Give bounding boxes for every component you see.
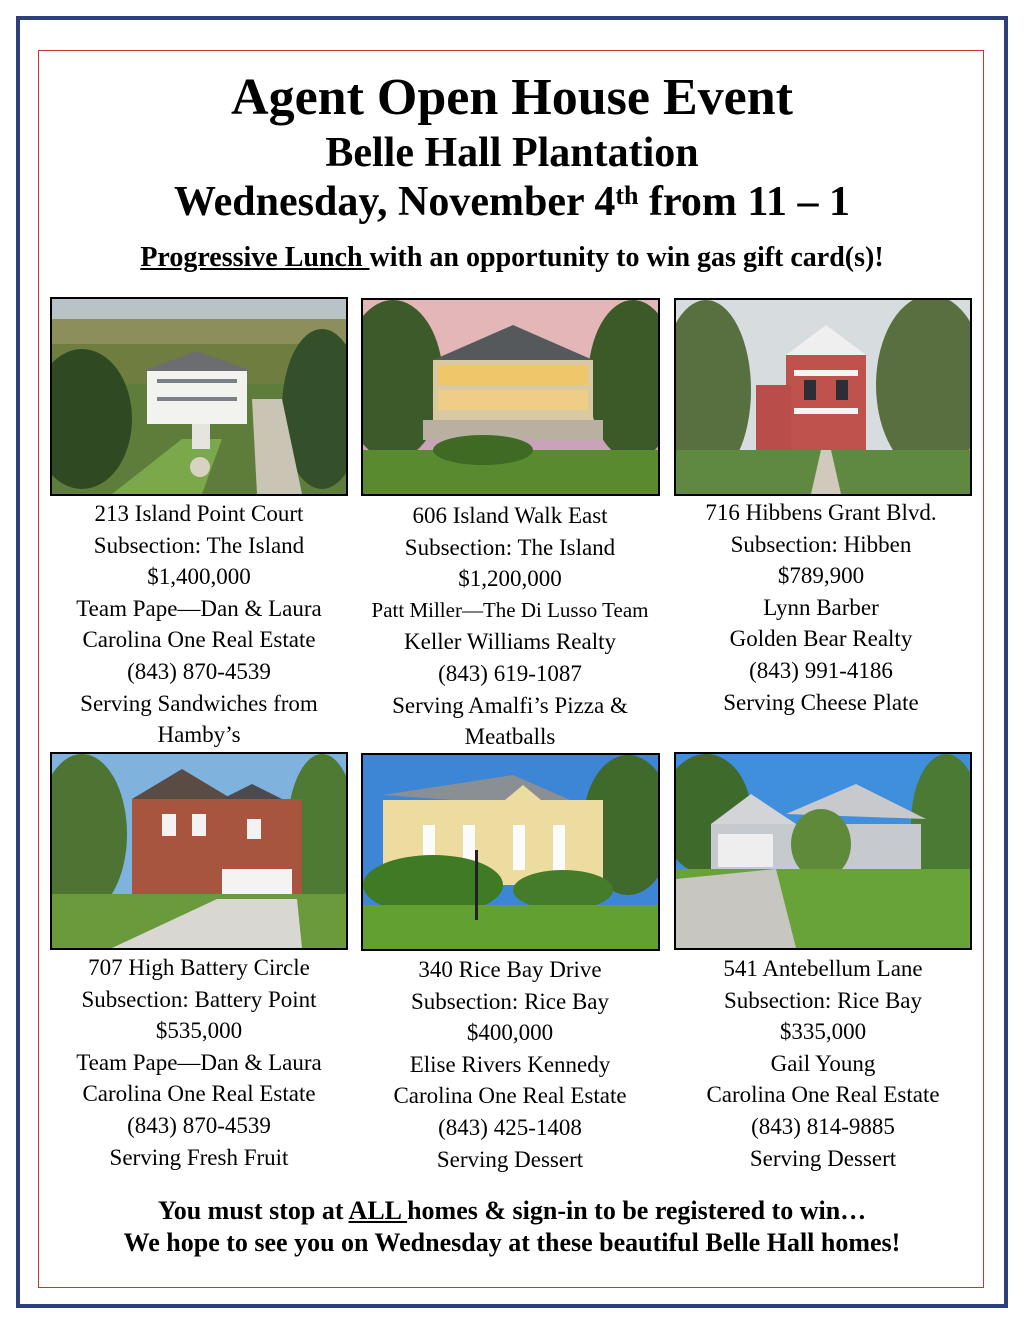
listing-phone: (843) 425-1408 — [438, 1114, 582, 1140]
listing-phone: (843) 619-1087 — [438, 660, 582, 686]
listing-address: 340 Rice Bay Drive — [418, 957, 602, 982]
listing-price: $535,000 — [155, 1018, 243, 1044]
listing-price: $400,000 — [466, 1020, 554, 1046]
listing-price: $1,200,000 — [458, 566, 562, 592]
listing-price: $789,900 — [777, 563, 865, 589]
listing-card — [350, 954, 670, 1175]
listing-address: 716 Hibbens Grant Blvd. — [705, 500, 937, 525]
listing-agent: Team Pape—Dan & Laura — [76, 595, 322, 621]
listing-card — [663, 953, 983, 1174]
listing-card — [39, 498, 359, 751]
listing-brokerage: Golden Bear Realty — [729, 626, 913, 652]
listing-address: 541 Antebellum Lane — [723, 956, 923, 981]
listing-serving: Serving Amalfi’s Pizza & — [392, 692, 628, 718]
listing-subsection: Subsection: Rice Bay — [723, 987, 923, 1013]
brick-house-photo — [50, 752, 348, 950]
listing-serving: Serving Sandwiches from — [80, 690, 318, 716]
listing-agent: Lynn Barber — [763, 594, 879, 620]
lowcountry-house-dusk-photo — [361, 298, 660, 496]
listing-address: 606 Island Walk East — [412, 503, 608, 528]
listing-agent: Team Pape—Dan & Laura — [76, 1049, 322, 1075]
listing-card — [661, 497, 981, 718]
listing-subsection: Subsection: Battery Point — [81, 986, 317, 1012]
listing-serving: Serving Fresh Fruit — [109, 1144, 289, 1170]
event-date: Wednesday, November 4th from 11 – 1 — [173, 179, 851, 225]
listing-subsection: Subsection: Hibben — [730, 531, 912, 557]
listing-serving-continued: Hamby’s — [157, 722, 241, 748]
listing-card — [350, 500, 670, 753]
lunch-line: Progressive Lunch with an opportunity to win gas gift card(s)! — [140, 242, 884, 273]
listing-brokerage: Carolina One Real Estate — [82, 1081, 316, 1107]
yellow-cottage-photo — [361, 753, 660, 951]
listing-brokerage: Carolina One Real Estate — [82, 627, 316, 653]
listing-price: $335,000 — [779, 1019, 867, 1045]
listing-serving: Serving Dessert — [749, 1145, 897, 1171]
listing-price: $1,400,000 — [147, 564, 251, 590]
listing-agent: Gail Young — [770, 1050, 876, 1076]
listing-subsection: Subsection: The Island — [404, 534, 616, 560]
listing-serving-continued: Meatballs — [464, 724, 556, 750]
community-name: Belle Hall Plantation — [325, 130, 699, 176]
red-house-photo — [674, 298, 972, 496]
listing-address: 707 High Battery Circle — [88, 955, 310, 980]
listing-brokerage: Carolina One Real Estate — [706, 1082, 940, 1108]
listing-serving: Serving Cheese Plate — [723, 689, 919, 715]
listing-agent: Elise Rivers Kennedy — [409, 1051, 611, 1077]
listing-phone: (843) 991-4186 — [749, 657, 893, 683]
listing-phone: (843) 870-4539 — [127, 1112, 271, 1138]
listing-subsection: Subsection: Rice Bay — [410, 988, 610, 1014]
footer-line-1: You must stop at ALL homes & sign-in to be registered to win… — [157, 1196, 867, 1225]
aerial-house-photo — [50, 297, 348, 496]
listing-brokerage: Keller Williams Realty — [404, 629, 616, 655]
listing-subsection: Subsection: The Island — [93, 532, 305, 558]
footer-line-2: We hope to see you on Wednesday at these beautiful Belle Hall homes! — [123, 1228, 901, 1257]
listing-address: 213 Island Point Court — [94, 501, 304, 526]
grey-ranch-house-photo — [674, 752, 972, 950]
page-title: Agent Open House Event — [231, 69, 793, 126]
listing-brokerage: Carolina One Real Estate — [393, 1083, 627, 1109]
listing-card — [39, 952, 359, 1173]
listing-phone: (843) 870-4539 — [127, 658, 271, 684]
listing-phone: (843) 814-9885 — [751, 1113, 895, 1139]
listing-agent: Patt Miller—The Di Lusso Team — [371, 597, 649, 622]
listing-serving: Serving Dessert — [436, 1146, 584, 1172]
